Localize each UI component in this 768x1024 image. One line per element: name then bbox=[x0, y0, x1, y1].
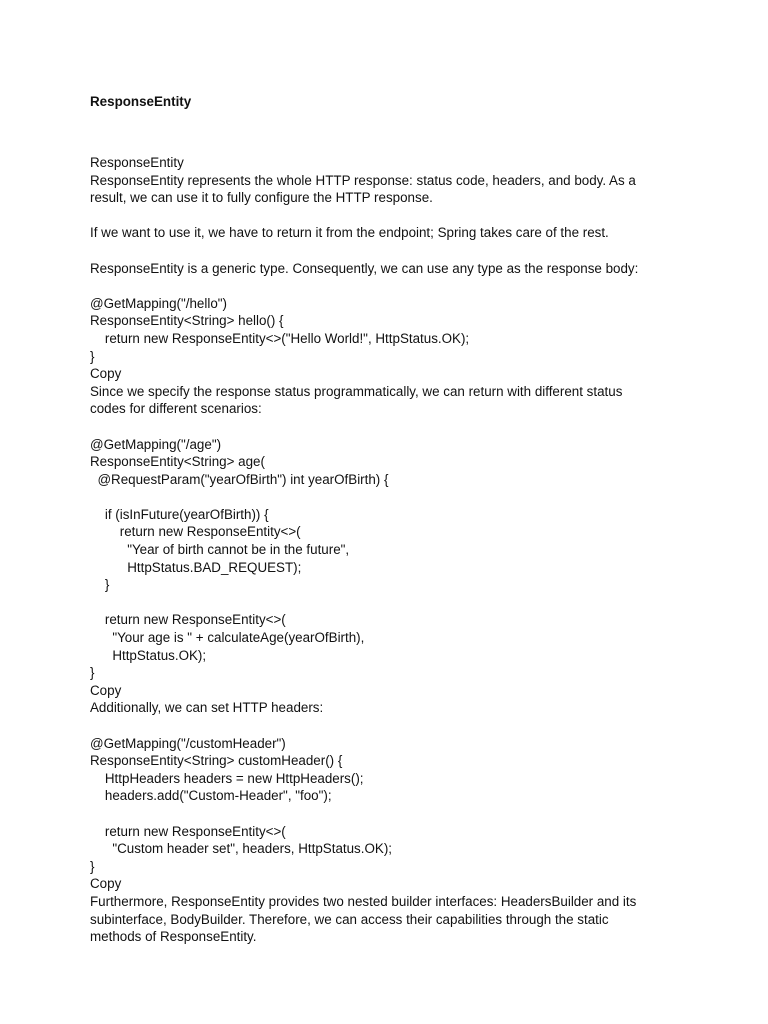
code-line: @GetMapping("/customHeader") bbox=[90, 735, 286, 751]
code-line: ResponseEntity<String> age( bbox=[90, 454, 265, 470]
spacer bbox=[90, 207, 690, 225]
paragraph-generic: ResponseEntity is a generic type. Consequently, we can use any type as the response body: bbox=[90, 260, 639, 276]
code-line: } bbox=[90, 348, 95, 364]
document-page bbox=[90, 92, 690, 946]
spacer bbox=[90, 717, 690, 735]
paragraph-headers: Additionally, we can set HTTP headers: bbox=[90, 700, 324, 716]
paragraph-builder-line-1: Furthermore, ResponseEntity provides two nested builder interfaces: HeadersBuilder and its bbox=[90, 893, 637, 909]
spacer bbox=[90, 277, 690, 295]
code-blank-line bbox=[90, 488, 690, 506]
code-block-custom-header bbox=[90, 735, 690, 876]
paragraph-builder-line-2: subinterface, BodyBuilder. Therefore, we can access their capabilities through the static bbox=[90, 911, 609, 927]
code-line: } bbox=[90, 577, 110, 593]
paragraph-endpoint: If we want to use it, we have to return it from the endpoint; Spring takes care of the rest. bbox=[90, 225, 609, 241]
paragraph-status-line-2: codes for different scenarios: bbox=[90, 401, 262, 417]
code-line: return new ResponseEntity<>("Hello World!", HttpStatus.OK); bbox=[90, 330, 470, 346]
document-heading: ResponseEntity bbox=[90, 94, 192, 109]
code-line: return new ResponseEntity<>( bbox=[90, 823, 286, 839]
code-line: ResponseEntity<String> hello() { bbox=[90, 313, 284, 329]
code-line: if (isInFuture(yearOfBirth)) { bbox=[90, 506, 269, 522]
code-block-hello bbox=[90, 295, 690, 365]
code-line: "Year of birth cannot be in the future", bbox=[90, 542, 350, 558]
copy-button[interactable]: Copy bbox=[90, 682, 122, 698]
copy-button[interactable]: Copy bbox=[90, 366, 122, 382]
code-line: "Custom header set", headers, HttpStatus.OK); bbox=[90, 841, 393, 857]
code-line: "Your age is " + calculateAge(yearOfBirth), bbox=[90, 630, 365, 646]
code-line: ResponseEntity<String> customHeader() { bbox=[90, 753, 343, 769]
code-line: headers.add("Custom-Header", "foo"); bbox=[90, 788, 332, 804]
spacer bbox=[90, 242, 690, 260]
intro-line-2: result, we can use it to fully configure the HTTP response. bbox=[90, 190, 433, 206]
intro-line-1: ResponseEntity represents the whole HTTP response: status code, headers, and body. As a bbox=[90, 172, 636, 188]
spacer bbox=[90, 418, 690, 436]
code-line: @GetMapping("/age") bbox=[90, 436, 222, 452]
code-line: return new ResponseEntity<>( bbox=[90, 612, 286, 628]
code-line: HttpStatus.OK); bbox=[90, 647, 207, 663]
copy-button[interactable]: Copy bbox=[90, 876, 122, 892]
paragraph-builder-line-3: methods of ResponseEntity. bbox=[90, 929, 257, 945]
code-blank-line bbox=[90, 594, 690, 612]
code-line: HttpHeaders headers = new HttpHeaders(); bbox=[90, 770, 364, 786]
code-block-age bbox=[90, 436, 690, 682]
code-line: return new ResponseEntity<>( bbox=[90, 524, 301, 540]
code-line: @RequestParam("yearOfBirth") int yearOfBirth) { bbox=[90, 471, 389, 487]
paragraph-status-line-1: Since we specify the response status programmatically, we can return with different status bbox=[90, 383, 623, 399]
code-line: @GetMapping("/hello") bbox=[90, 295, 227, 311]
subheading: ResponseEntity bbox=[90, 155, 184, 170]
code-line: HttpStatus.BAD_REQUEST); bbox=[90, 559, 302, 575]
code-line: } bbox=[90, 858, 95, 874]
code-line: } bbox=[90, 665, 95, 681]
code-blank-line bbox=[90, 805, 690, 823]
